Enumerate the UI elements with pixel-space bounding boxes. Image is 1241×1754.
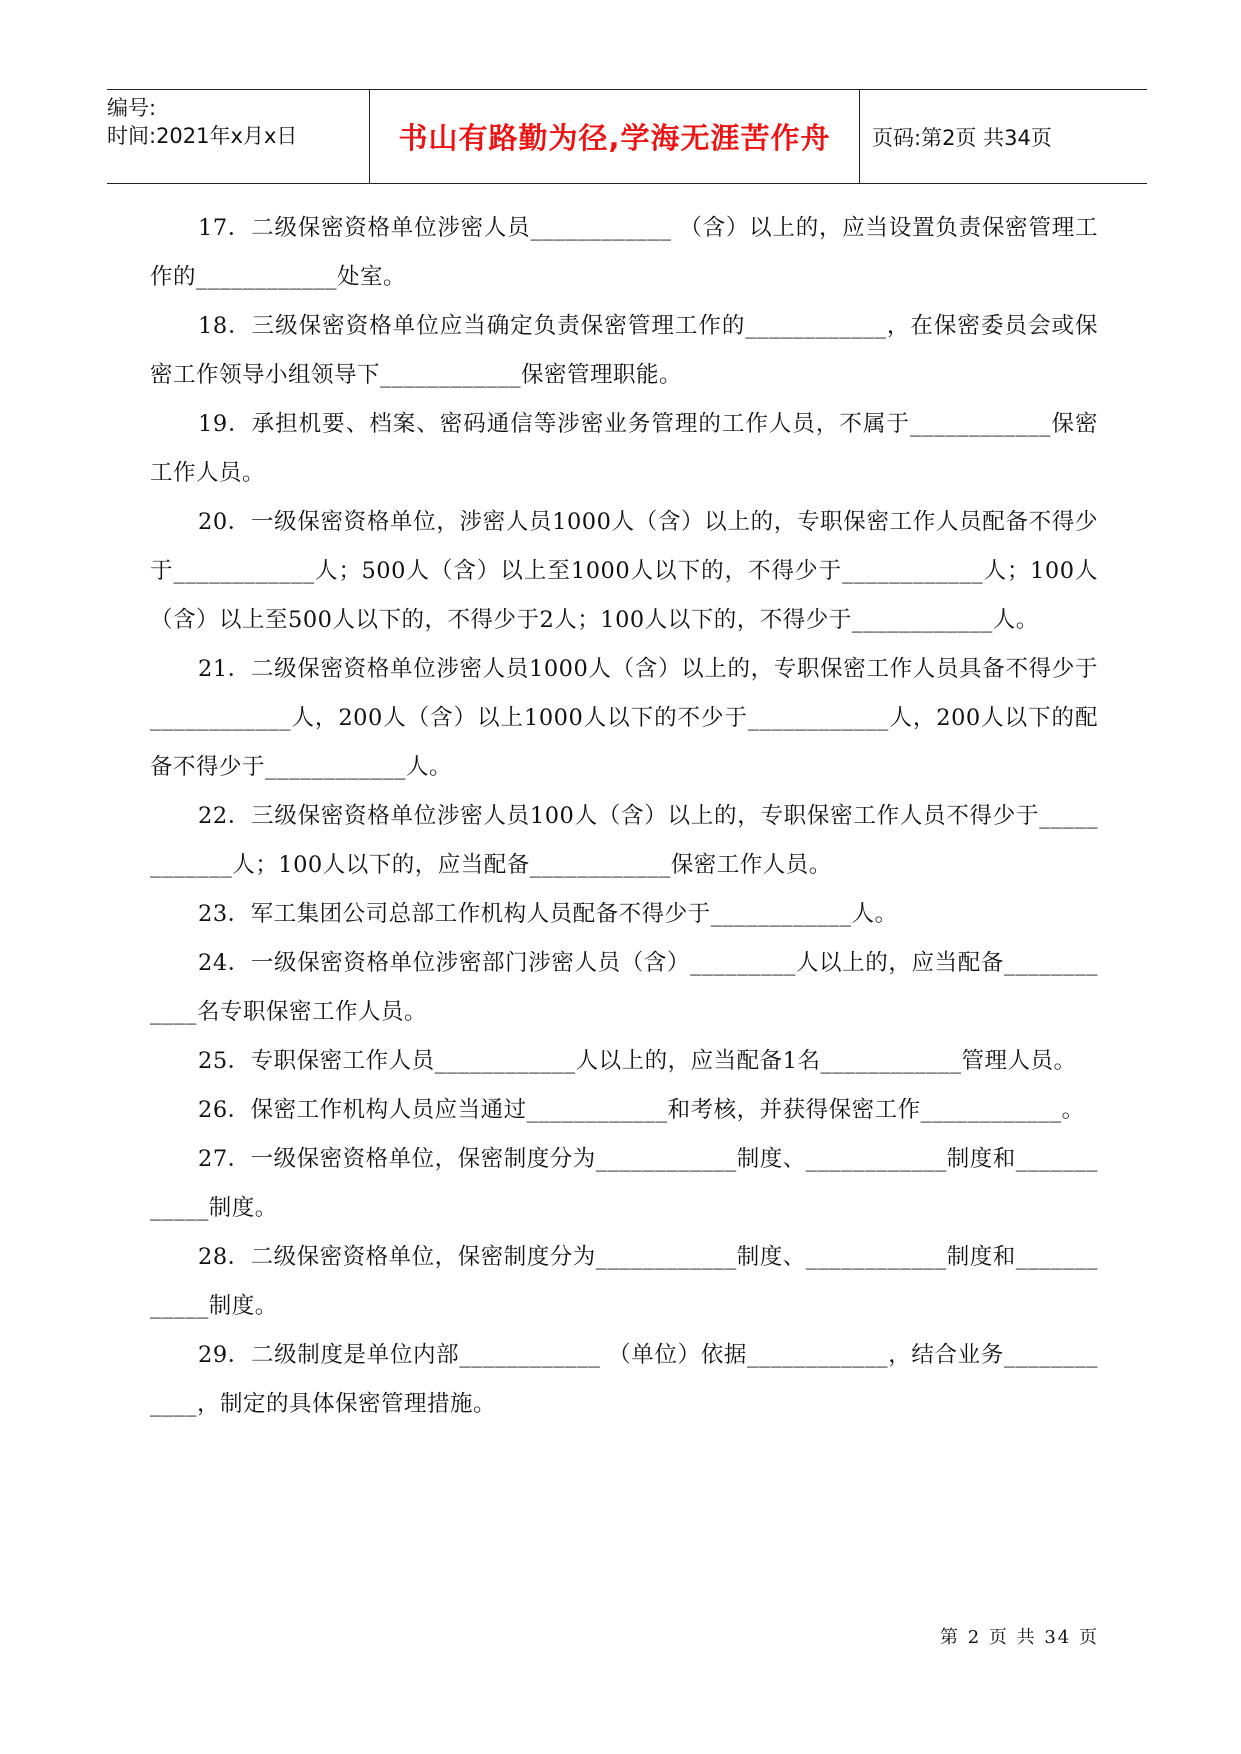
header-motto: 书山有路勤为径,学海无涯苦作舟 (370, 90, 860, 183)
question-item: 29．二级制度是单位内部____________ （单位）依据____________，结合业务____________，制定的具体保密管理措施。 (150, 1342, 1098, 1417)
question-item: 21．二级保密资格单位涉密人员1000人（含）以上的，专职保密工作人员具备不得少于____________人，200人（含）以上1000人以下的不少于____________人，200人以下的配备不得少于____________人。 (150, 656, 1098, 780)
question-item: 19．承担机要、档案、密码通信等涉密业务管理的工作人员，不属于____________保密工作人员。 (150, 411, 1098, 486)
question-item: 20．一级保密资格单位，涉密人员1000人（含）以上的，专职保密工作人员配备不得少于____________人；500人（含）以上至1000人以下的，不得少于____________人；100人（含）以上至500人以下的，不得少于2人；100人以下的，不得少于____________人。 (150, 509, 1098, 633)
question-list (150, 204, 1098, 1429)
header-page-label: 页码:第2页 共34页 (872, 125, 1052, 150)
page-footer: 第 2 页 共 34 页 (940, 1627, 1099, 1648)
question-item: 27．一级保密资格单位，保密制度分为____________制度、____________制度和____________制度。 (150, 1146, 1098, 1221)
page-header (107, 89, 1147, 184)
question-item: 24．一级保密资格单位涉密部门涉密人员（含）_________人以上的，应当配备____________名专职保密工作人员。 (150, 950, 1098, 1025)
question-item: 23．军工集团公司总部工作机构人员配备不得少于____________人。 (198, 901, 898, 927)
number-label: 编号: (107, 96, 157, 120)
question-item: 25．专职保密工作人员____________人以上的，应当配备1名____________管理人员。 (198, 1048, 1077, 1074)
question-item: 18．三级保密资格单位应当确定负责保密管理工作的____________，在保密委员会或保密工作领导小组领导下____________保密管理职能。 (150, 313, 1098, 388)
header-meta (107, 90, 370, 183)
question-item: 22．三级保密资格单位涉密人员100人（含）以上的，专职保密工作人员不得少于____________人；100人以下的，应当配备____________保密工作人员。 (150, 803, 1098, 878)
question-item: 26．保密工作机构人员应当通过____________和考核，并获得保密工作____________。 (198, 1097, 1085, 1123)
time-label: 时间:2021年x月x日 (107, 124, 298, 148)
question-item: 28．二级保密资格单位，保密制度分为____________制度、____________制度和____________制度。 (150, 1244, 1098, 1319)
question-item: 17．二级保密资格单位涉密人员____________ （含）以上的，应当设置负责保密管理工作的____________处室。 (150, 215, 1098, 290)
